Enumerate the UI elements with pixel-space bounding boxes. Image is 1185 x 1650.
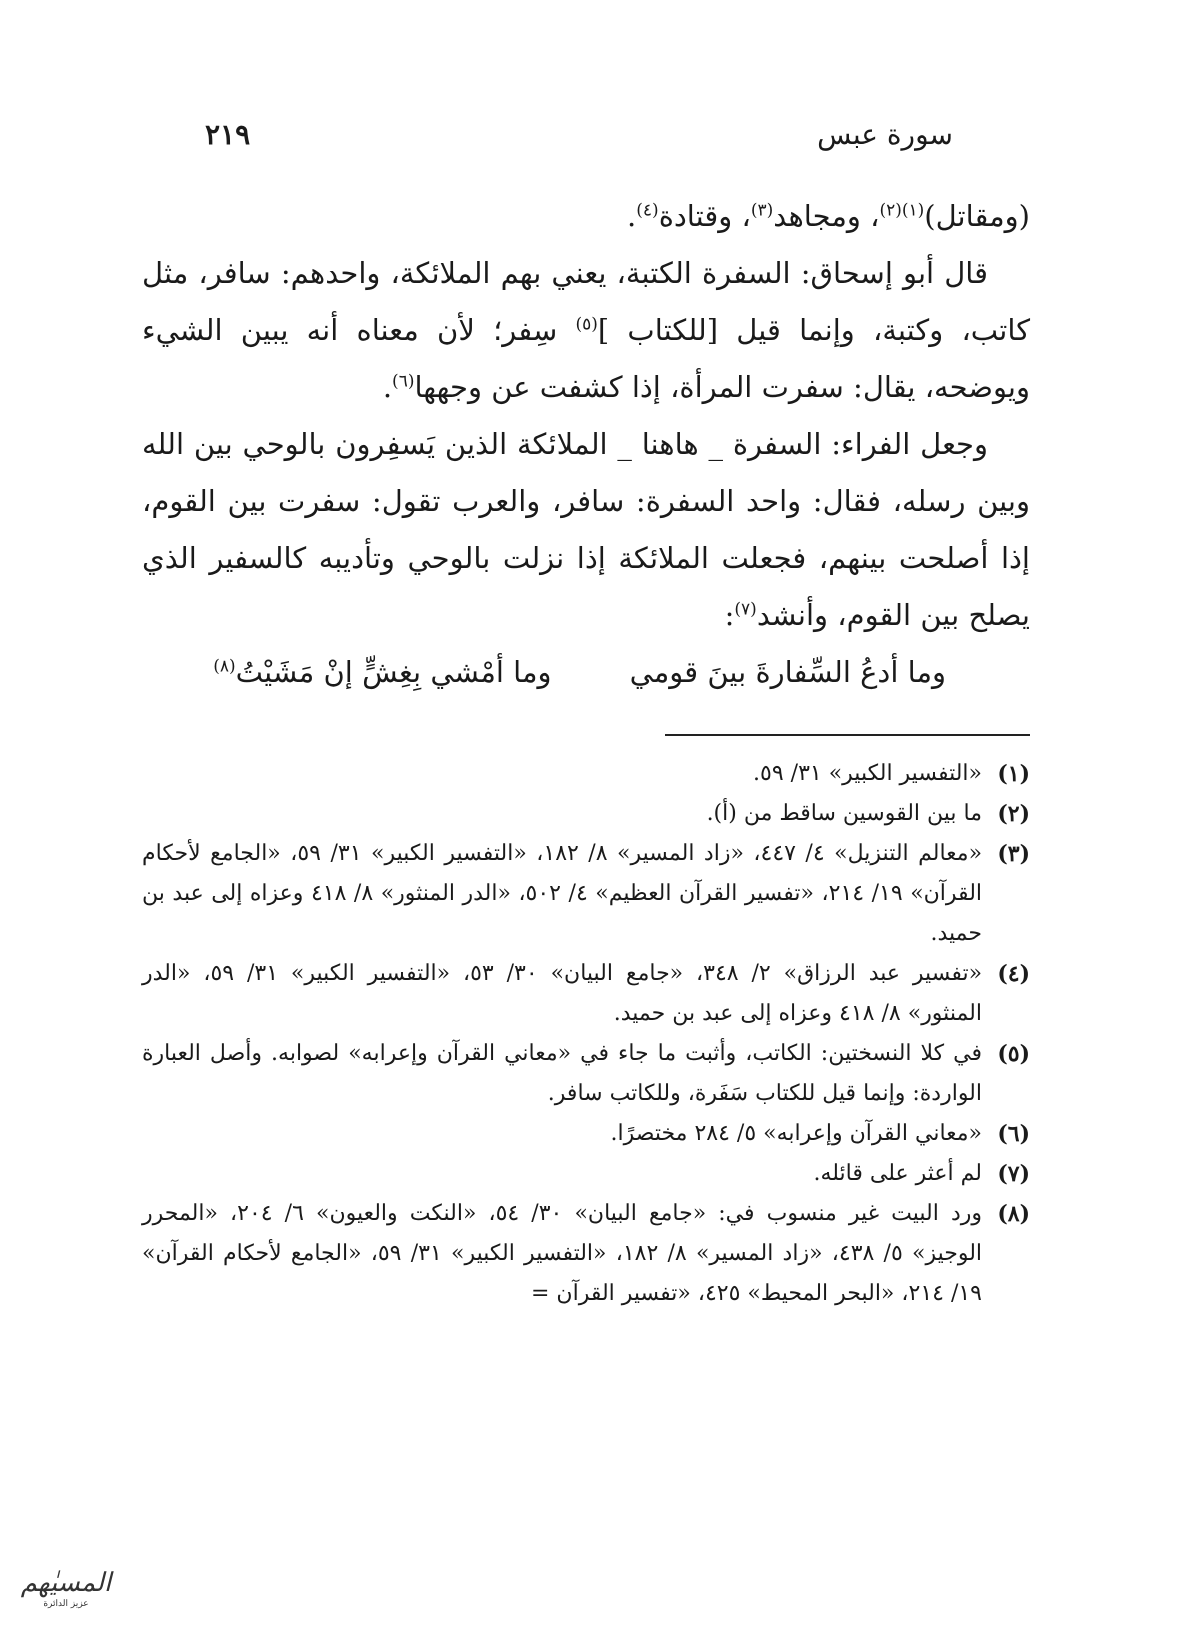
footnote-number: (٢): [997, 801, 1030, 827]
footnote-ref-5: (٥): [575, 314, 598, 335]
footnote-text: ما بين القوسين ساقط من (أ).: [706, 801, 982, 826]
footnote-number: (٥): [997, 1041, 1030, 1067]
footnote-number: (١): [997, 761, 1030, 787]
footnote-4: [142, 954, 1030, 1034]
footnote-text: «تفسير عبد الرزاق» ٢/ ٣٤٨، «جامع البيان» ٣٠/ ٥٣، «التفسير الكبير» ٣١/ ٥٩، «الدر المنثور» ٨/ ٤١٨ وعزاه إلى عبد بن حميد.: [142, 961, 983, 1026]
main-text: [142, 188, 1030, 701]
footnote-ref-7: (٧): [734, 599, 757, 620]
footnotes: [142, 754, 1030, 1314]
footnote-5: [142, 1034, 1030, 1114]
footnote-ref-3: (٣): [750, 200, 774, 221]
paragraph-3: وجعل الفراء: السفرة _ هاهنا _ الملائكة الذين يَسفِرون بالوحي بين الله وبين رسله، فقال: واحد السفرة: سافر، والعرب تقول: سفرت بين القوم، إذا أصلحت بينهم، فجعلت الملائكة إذا نزلت بالوحي وتأديبه كالسفير الذي يصلح بين القوم، وأنشد$^{(٧)}$:: [142, 427, 1030, 632]
footnote-3: [142, 834, 1030, 954]
footnote-ref-8: (٨): [213, 656, 236, 677]
footnote-1: [142, 754, 1030, 794]
footnote-text: ورد البيت غير منسوب في: «جامع البيان» ٣٠/ ٥٤، «النكت والعيون» ٦/ ٢٠٤، «المحرر الوجيز» ٥/ ٤٣٨، «زاد المسير» ٨/ ١٨٢، «التفسير الكبير» ٣١/ ٥٩، «الجامع لأحكام القرآن» ١٩/ ٢١٤، «البحر المحيط» ٤٢٥، «تفسير القرآن =: [142, 1201, 983, 1306]
verse-first-half: وما أدعُ السِّفارةَ بينَ قومي: [629, 655, 946, 689]
publisher-stamp-logo: المسيٰهم عزيز الدائرة: [20, 1568, 112, 1609]
footnote-number: (٨): [997, 1201, 1030, 1227]
footnote-ref-4: (٤): [636, 200, 659, 221]
footnote-2: [142, 794, 1030, 834]
footnote-ref-6: (٦): [392, 371, 415, 392]
footnote-text: «معاني القرآن وإعرابه» ٥/ ٢٨٤ مختصرًا.: [610, 1121, 982, 1146]
surah-title: سورة عبس: [817, 118, 953, 151]
footnote-8: [142, 1194, 1030, 1314]
footnote-number: (٤): [997, 961, 1030, 987]
verse-second-half: وما أمْشي بِغِشٍّ إنْ مَشَيْتُ: [235, 655, 552, 689]
page-number: ٢١٩: [205, 118, 251, 151]
footnote-separator: [665, 734, 1030, 736]
footnote-text: لم أعثر على قائله.: [813, 1161, 982, 1186]
footnote-text: «معالم التنزيل» ٤/ ٤٤٧، «زاد المسير» ٨/ ١٨٢، «التفسير الكبير» ٣١/ ٥٩، «الجامع لأحكام القرآن» ١٩/ ٢١٤، «تفسير القرآن العظيم» ٤/ ٥٠٢، «الدر المنثور» ٨/ ٤١٨ وعزاه إلى عبد بن حميد.: [142, 841, 983, 946]
footnote-ref-2: (٢): [879, 200, 902, 221]
paragraph-2: قال أبو إسحاق: السفرة الكتبة، يعني بهم الملائكة، واحدهم: سافر، مثل كاتب، وكتبة، وإنما قيل [للكتاب ]$^{(٥)}$ سِفر؛ لأن معناه أنه يبين الشيء ويوضحه، يقال: سفرت المرأة، إذا كشفت عن وجهها$^{(٦)}$.: [142, 256, 1030, 404]
paragraph-1: (ومقاتل)$^{(١)(٢)}$، ومجاهد$^{(٣)}$، وقتادة$^{(٤)}$.: [627, 199, 1030, 233]
footnote-7: [142, 1154, 1030, 1194]
footnote-number: (٧): [997, 1161, 1030, 1187]
footnote-number: (٦): [997, 1121, 1030, 1147]
footnote-text: «التفسير الكبير» ٣١/ ٥٩.: [753, 761, 982, 786]
footnote-ref-1: (١): [901, 200, 925, 221]
poetry-verse: [142, 644, 1030, 701]
footnote-6: [142, 1114, 1030, 1154]
footnote-number: (٣): [997, 841, 1030, 867]
page-header: [205, 118, 953, 158]
footnote-text: في كلا النسختين: الكاتب، وأثبت ما جاء في «معاني القرآن وإعرابه» لصوابه. وأصل العبارة الواردة: وإنما قيل للكتاب سَفَرة، وللكاتب سافر.: [142, 1041, 982, 1106]
